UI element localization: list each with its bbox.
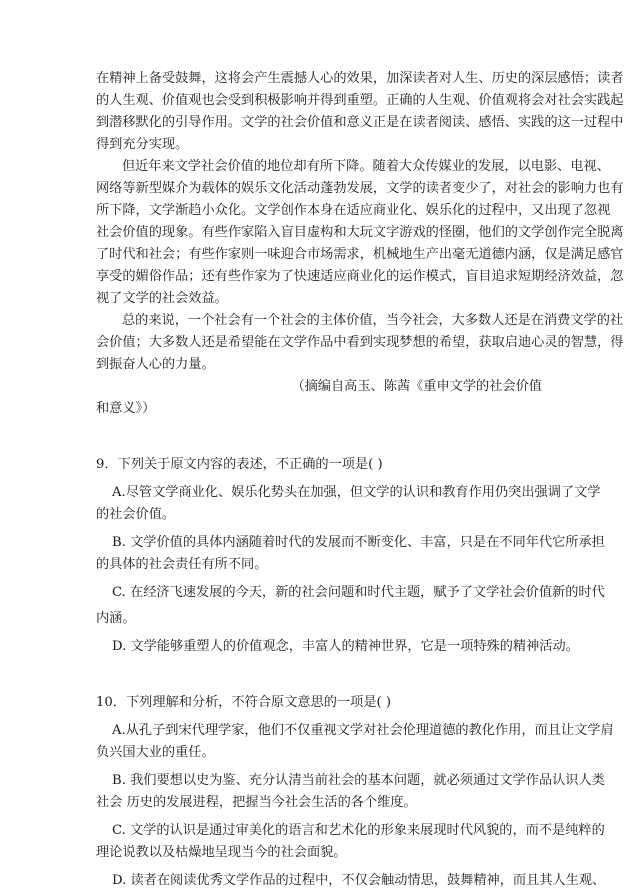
option-a	[96, 720, 614, 764]
option-d	[96, 870, 606, 892]
option-a	[96, 482, 601, 526]
text-line: 视了文学的社会效益。	[96, 291, 228, 306]
source-citation	[96, 376, 542, 420]
paragraph-2	[96, 156, 624, 310]
text-line: 了时代和社会；有些作家则一味迎合市场需求，机械地生产出毫无道德内涵，仅是满足感官	[96, 247, 624, 262]
text-line: 享受的媚俗作品；还有些作家为了快速适应商业化的运作模式，盲目追求短期经济效益，忽	[96, 269, 624, 284]
option-d	[96, 636, 579, 658]
text-line: 到潜移默化的引导作用。文学的社会价值和意义正是在读者阅读、感悟、实践的这一过程中	[96, 115, 624, 130]
question-stem: 10．下列理解和分析，不符合原文意思的一项是( )	[96, 695, 392, 710]
citation-line: （摘编自高玉、陈茜《重申文学的社会价值	[291, 379, 542, 394]
text-line: 但近年来文学社会价值的地位却有所下降。随着大众传媒业的发展，以电影、电视、	[122, 159, 610, 174]
option-b	[96, 532, 605, 576]
paragraph-3	[96, 310, 624, 376]
option-line: D. 读者在阅读优秀文学作品的过程中，不仅会触动情思，鼓舞精神，而且其人生观、	[112, 873, 606, 888]
text-line: 社会价值的现象。有些作家陷入盲目虚构和大玩文字游戏的怪圈，他们的文学创作完全脱离	[96, 225, 624, 240]
text-line: 在精神上备受鼓舞，这将会产生震撼人心的效果，加深读者对人生、历史的深层感悟；读者	[96, 71, 624, 86]
option-c	[96, 820, 605, 864]
text-line: 总的来说，一个社会有一个社会的主体价值，当今社会，大多数人还是在消费文学的社	[122, 313, 624, 328]
option-line: A.尽管文学商业化、娱乐化势头在加强，但文学的认识和教育作用仍突出强调了文学	[112, 485, 601, 500]
option-line: 负兴国大业的重任。	[96, 745, 215, 760]
option-line: B. 文学价值的具体内涵随着时代的发展而不断变化、丰富，只是在不同年代它所承担	[112, 535, 605, 550]
paragraph-1	[96, 68, 624, 156]
option-line: 社会 历史的发展进程，把握当今社会生活的各个维度。	[96, 795, 417, 810]
question-9	[96, 454, 605, 658]
question-stem: 9．下列关于原文内容的表述，不正确的一项是( )	[96, 457, 383, 472]
text-line: 会价值；大多数人还是希望能在文学作品中看到实现梦想的希望，获取启迪心灵的智慧，得	[96, 335, 624, 350]
spacer	[96, 420, 542, 454]
option-line: D. 文学能够重塑人的价值观念，丰富人的精神世界，它是一项特殊的精神活动。	[112, 639, 579, 654]
spacer	[96, 658, 542, 692]
text-line: 网络等新型媒介为载体的娱乐文化活动蓬勃发展，文学的读者变少了，对社会的影响力也有	[96, 181, 624, 196]
option-c	[96, 582, 605, 630]
option-line: C. 在经济飞速发展的今天，新的社会问题和时代主题，赋予了文学社会价值新的时代	[112, 585, 605, 600]
option-b	[96, 770, 605, 814]
text-line: 的人生观、价值观也会受到积极影响并得到重塑。正确的人生观、价值观将会对社会实践起	[96, 93, 624, 108]
option-line: 内涵。	[96, 611, 136, 626]
text-line: 得到充分实现。	[96, 137, 189, 152]
citation-line: 和意义》）	[96, 401, 156, 416]
option-line: A.从孔子到宋代理学家，他们不仅重视文学对社会伦理道德的教化作用，而且让文学肩	[112, 723, 614, 738]
option-line: B. 我们要想以史为鉴、充分认清当前社会的基本问题，就必须通过文学作品认识人类	[112, 773, 605, 788]
question-10	[96, 692, 614, 892]
option-line: 的具体的社会责任有所不同。	[96, 557, 268, 572]
option-line: 的社会价值。	[96, 507, 176, 522]
option-line: C. 文学的认识是通过审美化的语言和艺术化的形象来展现时代风貌的，而不是纯粹的	[112, 823, 605, 838]
document-page	[96, 68, 624, 892]
text-line: 所下降，文学渐趋小众化。文学创作本身在适应商业化、娱乐化的过程中，又出现了忽视	[96, 203, 611, 218]
text-line: 到振奋人心的力量。	[96, 357, 215, 372]
option-line: 理论说教以及枯燥地呈现当今的社会面貌。	[96, 845, 347, 860]
